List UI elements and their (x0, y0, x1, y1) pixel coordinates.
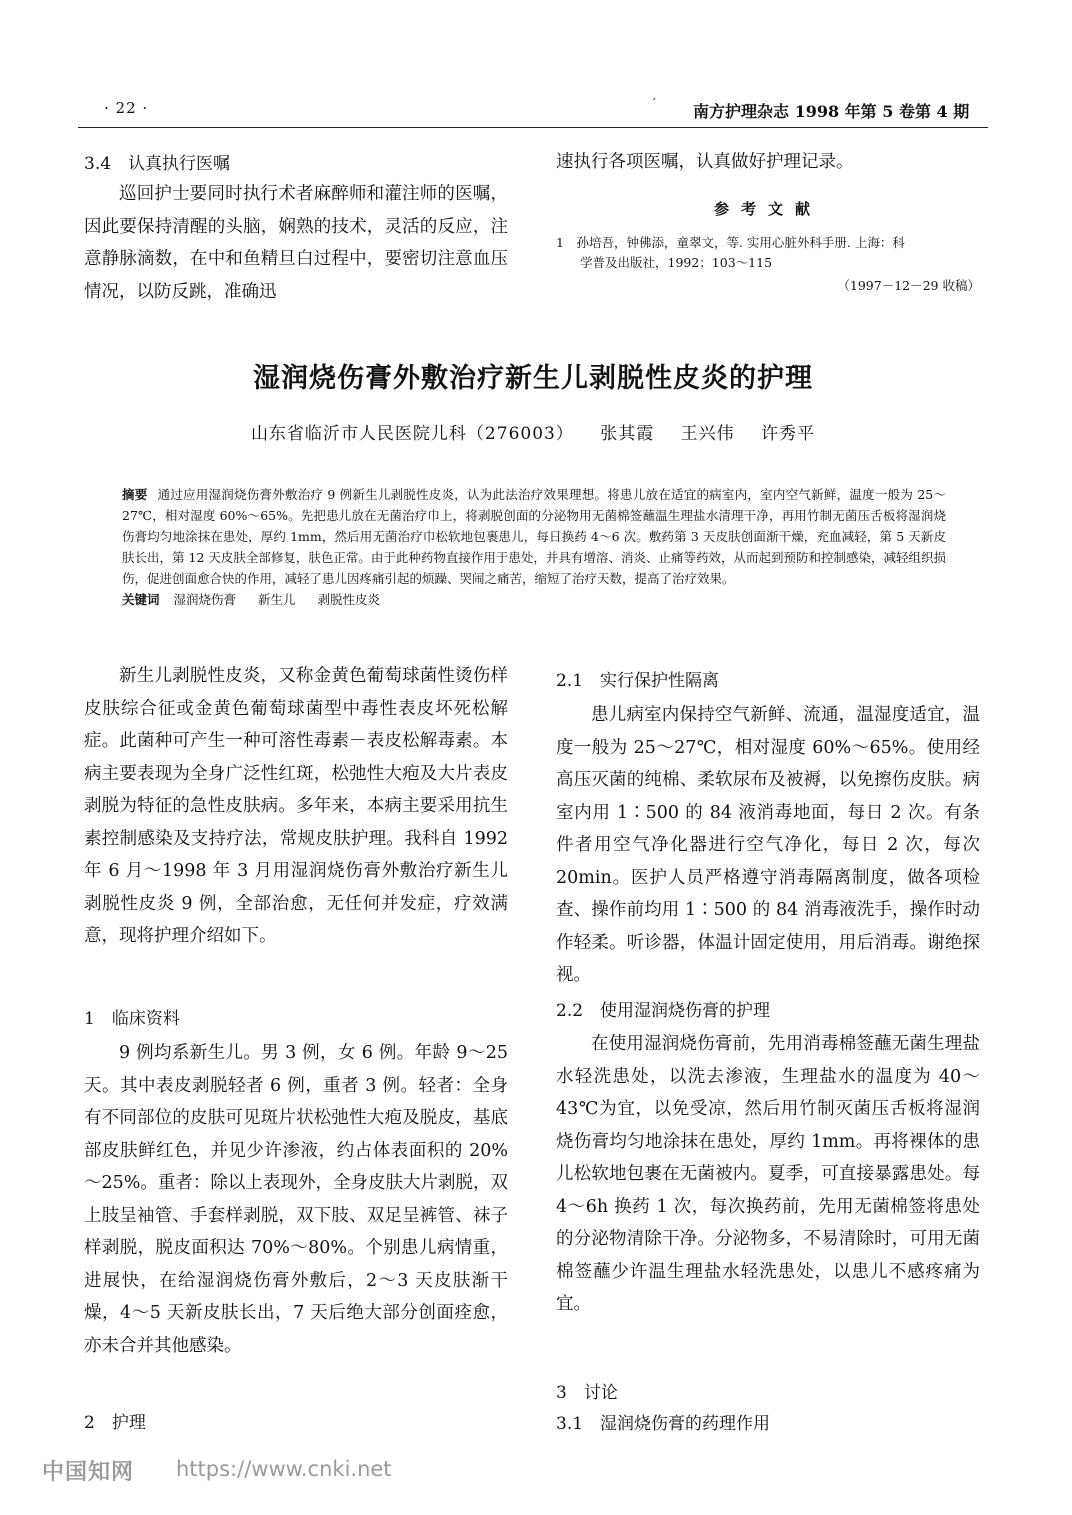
received-date: （1997－12－29 收稿） (837, 278, 980, 293)
keyword: 新生儿 (258, 592, 296, 607)
author: 张其霞 (600, 424, 655, 444)
keyword: 剥脱性皮炎 (317, 592, 381, 607)
section-2-2-paragraph: 在使用湿润烧伤膏前，先用消毒棉签蘸无菌生理盐水轻洗患处，以洗去渗液，生理盐水的温度为 40～43℃为宜，以免受凉，然后用竹制灭菌压舌板将湿润烧伤膏均匀地涂抹在患处，厚约 1mm。再将裸体的患儿松软地包裹在无菌被内。夏季，可直接暴露患处。每 4～6h 换药 1 次，每次换药前，先用无菌棉签将患处的分泌物清除干净。分泌物多，不易清除时，可用无菌棉签蘸少许温生理盐水轻洗患处，以患儿不感疼痛为宜。 (556, 1034, 980, 1314)
section-heading-1: 1 临床资料 (84, 1009, 180, 1029)
author: 王兴伟 (680, 424, 735, 444)
abstract-text: 通过应用湿润烧伤膏外敷治疗 9 例新生儿剥脱性皮炎，认为此法治疗效果理想。将患儿放在适宜的病室内，室内空气新鲜，温度一般为 25～27℃，相对湿度 60%～65%。先把患儿放在无菌治疗巾上，将剥脱创面的分泌物用无菌棉签蘸温生理盐水清理干净，再用竹制无菌压舌板将湿润烧伤膏均匀地涂抹在患处，厚约 1mm，然后用无菌治疗巾松软地包裹患儿，每日换药 4～6 次。敷药第 3 天皮肤创面渐干燥，充血减轻，第 5 天新皮肤长出，第 12 天皮肤全部修复，肤色正常。由于此种药物直接作用于患处，并具有增溶、消炎、止痛等药效，从而起到预防和控制感染，减轻组织损伤，促进创面愈合快的作用，减轻了患儿因疼痛引起的烦躁、哭闹之痛苦，缩短了治疗天数，提高了治疗效果。 (122, 487, 946, 586)
section-heading-3-1: 3.1 湿润烧伤膏的药理作用 (556, 1414, 771, 1434)
cnki-logo: 中国知网 (42, 1460, 135, 1485)
keywords (122, 589, 946, 610)
header-rule (78, 127, 988, 128)
affiliation: 山东省临沂市人民医院儿科（276003） (250, 424, 574, 444)
keywords-label: 关键词 (122, 592, 160, 607)
section-heading-2-1: 2.1 实行保护性隔离 (556, 671, 720, 691)
section-heading-2: 2 护理 (84, 1413, 146, 1433)
section-1-paragraph: 9 例均系新生儿。男 3 例，女 6 例。年龄 9～25 天。其中表皮剥脱轻者 6 例，重者 3 例。轻者：全身有不同部位的皮肤可见斑片状松弛性大疱及脱皮，基底部皮肤鲜红色，并见少许渗液，约占体表面积的 20%～25%。重者：除以上表现外，全身皮肤大片剥脱，双上肢呈袖管、手套样剥脱，双下肢、双足呈裤管、袜子样剥脱，脱皮面积达 70%～80%。个别患儿病情重，进展快，在给湿润烧伤膏外敷后，2～3 天皮肤渐干燥，4～5 天新皮肤长出，7 天后绝大部分创面痊愈，亦未合并其他感染。 (84, 1043, 508, 1356)
section-heading-3: 3 讨论 (556, 1383, 618, 1403)
section-heading-3-4: 3.4 认真执行医嘱 (84, 154, 231, 174)
reference-1: 1 孙培吾，钟佛添，童翠文，等. 实用心脏外科手册. 上海：科 学普及出版社，1992；103～115 (556, 235, 905, 270)
references-heading: 参考文献 (713, 200, 822, 218)
author-line (78, 419, 988, 444)
section-heading-2-2: 2.2 使用湿润烧伤膏的护理 (556, 1001, 771, 1021)
section-2-1-paragraph: 患儿病室内保持空气新鲜、流通，温湿度适宜，温度一般为 25～27℃，相对湿度 60%～65%。使用经高压灭菌的纯棉、柔软尿布及被褥，以免擦伤皮肤。病室内用 1∶500 的 84 液消毒地面，每日 2 次。有条件者用空气净化器进行空气净化，每日 2 次，每次 20min。医护人员严格遵守消毒隔离制度，做各项检查、操作前均用 1∶500 的 84 消毒液洗手，操作时动作轻柔。听诊器，体温计固定使用，用后消毒。谢绝探视。 (556, 705, 980, 985)
prev-article-paragraph: 巡回护士要同时执行术者麻醉师和灌注师的医嘱，因此要保持清醒的头脑，娴熟的技术，灵活的反应，注意静脉滴数，在中和鱼精旦白过程中，要密切注意血压情况，以防反跳，准确迅 (84, 184, 508, 302)
intro-paragraph: 新生儿剥脱性皮炎，又称金黄色葡萄球菌性烫伤样皮肤综合征或金黄色葡萄球菌型中毒性表皮坏死松解症。此菌种可产生一种可溶性毒素－表皮松解毒素。本病主要表现为全身广泛性红斑，松弛性大疱及大片表皮剥脱为特征的急性皮肤病。多年来，本病主要采用抗生素控制感染及支持疗法，常规皮肤护理。我科自 1992 年 6 月～1998 年 3 月用湿润烧伤膏外敷治疗新生儿剥脱性皮炎 9 例，全部治愈，无任何并发症，疗效满意，现将护理介绍如下。 (84, 666, 508, 946)
author: 许秀平 (761, 424, 816, 444)
prev-article-paragraph-cont: 速执行各项医嘱，认真做好护理记录。 (556, 152, 854, 172)
page-number: · 22 · (104, 99, 149, 117)
cnki-url[interactable]: https://www.cnki.net (176, 1457, 392, 1481)
article-title: 湿润烧伤膏外敷治疗新生儿剥脱性皮炎的护理 (253, 363, 813, 394)
abstract-label: 摘要 (122, 487, 148, 502)
header-mark: ′ (653, 96, 656, 110)
keyword: 湿润烧伤膏 (173, 592, 237, 607)
journal-header: 南方护理杂志 1998 年第 5 卷第 4 期 (693, 102, 970, 121)
abstract (122, 484, 946, 610)
